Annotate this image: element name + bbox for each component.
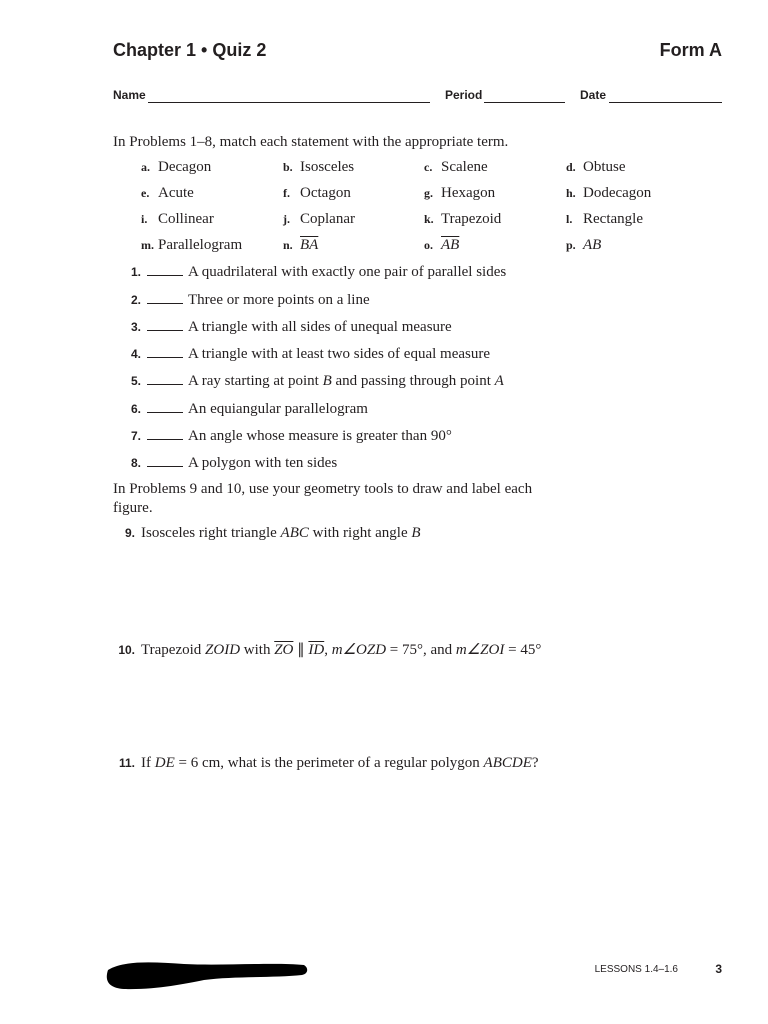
name-field[interactable]	[148, 102, 430, 103]
term-text: Obtuse	[583, 159, 626, 175]
question-4	[113, 345, 553, 363]
term-text: Collinear	[158, 211, 214, 227]
term-letter: a.	[141, 160, 150, 174]
term-a	[141, 159, 211, 176]
term-letter: n.	[283, 238, 293, 252]
term-letter: d.	[566, 160, 576, 174]
term-l	[566, 211, 643, 228]
term-letter: b.	[283, 160, 293, 174]
term-letter: h.	[566, 186, 576, 200]
answer-area-11[interactable]	[113, 780, 673, 930]
question-number: 2.	[130, 293, 141, 307]
term-b	[283, 159, 354, 176]
question-text: A triangle with all sides of unequal measure	[188, 319, 452, 335]
term-text: $\overline{BA}$	[300, 237, 319, 253]
term-o	[424, 237, 459, 254]
answer-blank[interactable]	[147, 454, 183, 467]
question-text: Trapezoid ZOID with $\overline{ZO}$ ∥ $\overline{ID}$, m∠OZD = 75°, and m∠ZOI = 45°	[141, 642, 542, 658]
answer-blank[interactable]	[147, 400, 183, 413]
term-letter: e.	[141, 186, 150, 200]
term-j	[283, 211, 355, 228]
answer-area-10[interactable]	[113, 665, 673, 745]
question-2	[113, 291, 553, 309]
question-7	[113, 427, 553, 445]
question-number: 5.	[130, 374, 141, 388]
question-6	[113, 400, 553, 418]
term-text: Dodecagon	[583, 185, 652, 201]
term-text: AB	[583, 237, 602, 253]
answer-blank[interactable]	[147, 427, 183, 440]
term-letter: c.	[424, 160, 433, 174]
redaction-mark	[104, 956, 309, 992]
page-number: 3	[715, 962, 722, 976]
term-letter: k.	[424, 212, 434, 226]
term-text: Trapezoid	[441, 211, 502, 227]
answer-blank[interactable]	[147, 318, 183, 331]
term-letter: p.	[566, 238, 576, 252]
question-text: A polygon with ten sides	[188, 455, 338, 471]
term-c	[424, 159, 488, 176]
question-3	[113, 318, 553, 336]
term-letter: g.	[424, 186, 433, 200]
question-text: Three or more points on a line	[188, 292, 370, 308]
term-letter: o.	[424, 238, 433, 252]
term-e	[141, 185, 194, 202]
date-field[interactable]	[609, 102, 722, 103]
question-8	[113, 454, 553, 472]
term-text: Scalene	[441, 159, 488, 175]
term-text: Coplanar	[300, 211, 355, 227]
term-text: $\overline{AB}$	[441, 237, 460, 253]
term-p	[566, 237, 601, 254]
question-10	[113, 640, 583, 659]
term-letter: i.	[141, 212, 148, 226]
term-letter: m.	[141, 238, 154, 252]
term-text: Hexagon	[441, 185, 496, 201]
question-text: A triangle with at least two sides of equal measure	[188, 346, 490, 362]
question-1	[113, 263, 553, 281]
term-h	[566, 185, 651, 202]
answer-blank[interactable]	[147, 291, 183, 304]
page-title: Chapter 1 • Quiz 2	[113, 40, 267, 60]
term-d	[566, 159, 626, 176]
term-text: Acute	[158, 185, 194, 201]
term-text: Parallelogram	[158, 237, 243, 253]
question-number: 9.	[124, 526, 135, 540]
question-number: 7.	[130, 429, 141, 443]
term-letter: l.	[566, 212, 573, 226]
answer-area-9[interactable]	[113, 550, 673, 630]
question-11	[113, 755, 583, 772]
question-number: 11.	[118, 756, 135, 770]
term-text: Isosceles	[300, 159, 355, 175]
question-9	[119, 525, 559, 542]
question-text: A quadrilateral with exactly one pair of parallel sides	[188, 264, 507, 280]
question-number: 8.	[130, 456, 141, 470]
name-label: Name	[113, 88, 146, 102]
question-number: 4.	[130, 347, 141, 361]
term-m	[141, 237, 242, 254]
answer-blank[interactable]	[147, 263, 183, 276]
term-n	[283, 237, 318, 254]
question-number: 10.	[118, 643, 135, 657]
term-g	[424, 185, 495, 202]
question-text: An angle whose measure is greater than 90°	[188, 428, 452, 444]
term-k	[424, 211, 501, 228]
period-field[interactable]	[484, 102, 565, 103]
question-number: 3.	[130, 320, 141, 334]
term-f	[283, 185, 351, 202]
term-letter: j.	[283, 212, 290, 226]
term-letter: f.	[283, 186, 290, 200]
question-text: An equiangular parallelogram	[188, 401, 368, 417]
question-number: 6.	[130, 402, 141, 416]
answer-blank[interactable]	[147, 372, 183, 385]
question-number: 1.	[130, 265, 141, 279]
period-label: Period	[445, 88, 483, 102]
question-text: Isosceles right triangle ABC with right angle B	[141, 525, 421, 541]
question-5	[113, 372, 553, 390]
term-text: Decagon	[158, 159, 212, 175]
question-text: If DE = 6 cm, what is the perimeter of a regular polygon ABCDE?	[141, 755, 539, 771]
drawing-instructions: In Problems 9 and 10, use your geometry tools to draw and label each figure.	[113, 481, 533, 516]
matching-instructions: In Problems 1–8, match each statement with the appropriate term.	[113, 134, 509, 150]
term-text: Octagon	[300, 185, 351, 201]
term-text: Rectangle	[583, 211, 643, 227]
date-label: Date	[580, 88, 607, 102]
question-text: A ray starting at point B and passing through point A	[188, 373, 504, 389]
term-i	[141, 211, 214, 228]
form-label: Form A	[659, 40, 722, 60]
lessons-label: LESSONS 1.4–1.6	[594, 964, 678, 975]
answer-blank[interactable]	[147, 345, 183, 358]
